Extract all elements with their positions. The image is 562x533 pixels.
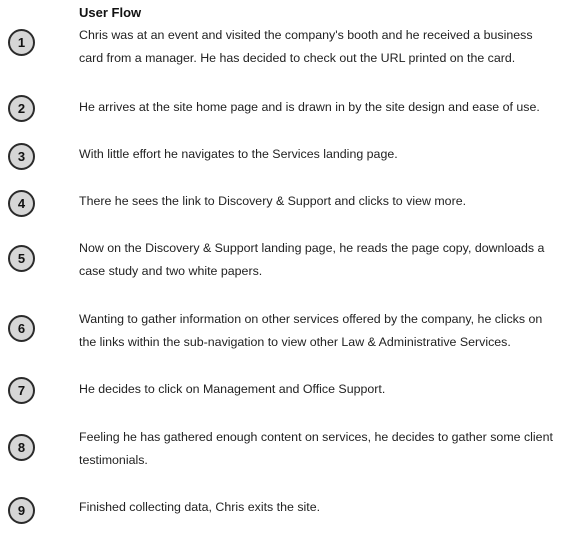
step-description: Finished collecting data, Chris exits the site. bbox=[79, 500, 321, 514]
step-description: He decides to click on Management and Office Support. bbox=[79, 382, 386, 396]
step-number-badge: 7 bbox=[8, 377, 35, 404]
step-number-badge: 2 bbox=[8, 95, 35, 122]
step-description: He arrives at the site home page and is drawn in by the site design and ease of use. bbox=[79, 100, 540, 114]
step-description: Feeling he has gathered enough content on services, he decides to gather some client testimonials. bbox=[79, 430, 553, 467]
step-description: There he sees the link to Discovery & Support and clicks to view more. bbox=[79, 194, 467, 208]
step-description: Now on the Discovery & Support landing page, he reads the page copy, downloads a case study and two white papers. bbox=[79, 241, 545, 278]
step-number-badge: 1 bbox=[8, 29, 35, 56]
page-title: User Flow bbox=[79, 5, 142, 20]
step-number-badge: 3 bbox=[8, 143, 35, 170]
step-number-badge: 6 bbox=[8, 315, 35, 342]
step-number-badge: 4 bbox=[8, 190, 35, 217]
step-number-badge: 8 bbox=[8, 434, 35, 461]
step-description: With little effort he navigates to the Services landing page. bbox=[79, 147, 398, 161]
step-description: Chris was at an event and visited the company's booth and he received a business card from a manager. He has decided to check out the URL printed on the card. bbox=[79, 28, 533, 65]
step-description: Wanting to gather information on other services offered by the company, he clicks on the links within the sub-navigation to view other Law & Administrative Services. bbox=[79, 312, 543, 349]
step-number-badge: 5 bbox=[8, 245, 35, 272]
step-number-badge: 9 bbox=[8, 497, 35, 524]
